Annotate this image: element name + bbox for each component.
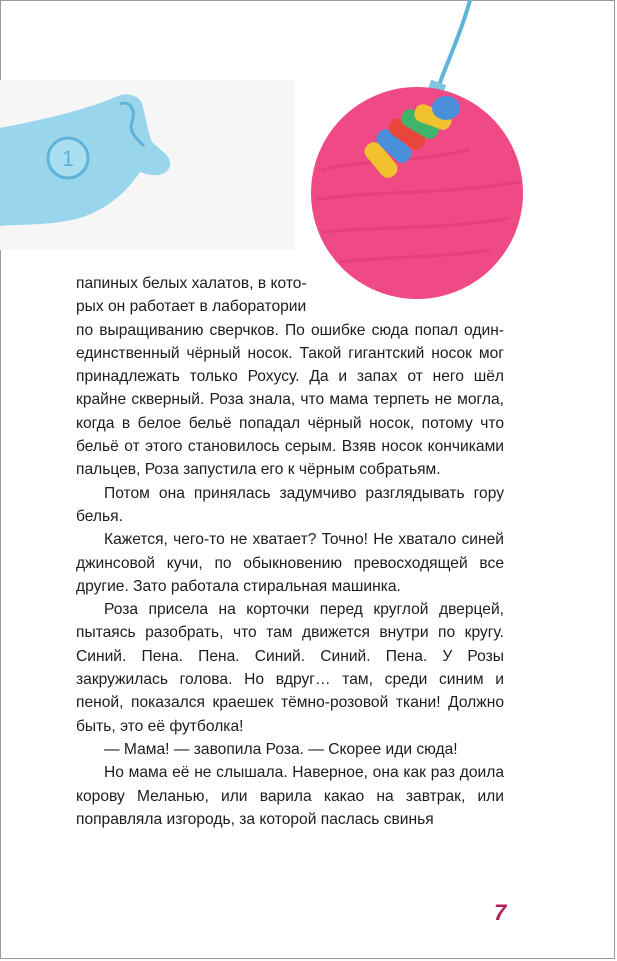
text-line: рых он работает в лаборатории: [76, 298, 307, 316]
paragraph: Роза присела на корточки перед круглой дверцей, пытаясь разобрать, что там движется внутри по кругу. Синий. Пена. Пена. Синий. Синий. Пена. У Розы закружилась голова. Но вдруг… там, среди синим и пеной, показался краешек тёмно-розовой ткани! Должно быть, это её футболка!: [76, 601, 504, 735]
svg-text:1: 1: [61, 146, 75, 171]
pink-ball-with-caterpillar: [311, 87, 523, 299]
paragraph: Но мама её не слышала. Наверное, она как раз доила корову Меланью, или варила какао на завтрак, или поправляла изгородь, за которой паслась свинья: [76, 764, 504, 828]
paragraph: Потом она принялась задумчиво разглядывать гору белья.: [76, 484, 504, 525]
text-line: папиных белых халатов, в кото-: [76, 275, 307, 292]
page-number: 7: [494, 900, 507, 925]
paragraph: Кажется, чего-то не хватает? Точно! Не хватало синей джинсовой кучи, по обыкновению превосходящей все другие. Зато работала стиральная машинка.: [76, 531, 504, 595]
paragraph: по выращиванию сверчков. По ошибке сюда попал один-единственный чёрный носок. Такой гигантский носок мог принадлежать только Рохусу. Да и запах от него шёл крайне скверный. Роза знала, что мама терпеть не могла, когда в белое бельё попадал чёрный носок, потому что бельё от этого становилось серым. Взяв носок кончиками пальцев, Роза запустила его к чёрным собратьям.: [76, 321, 504, 479]
illustration: [0, 0, 617, 300]
body-text: [76, 272, 504, 831]
ball-string: [438, 0, 470, 88]
paragraph: — Мама! — завопила Роза. — Скорее иди сюда!: [104, 740, 458, 758]
